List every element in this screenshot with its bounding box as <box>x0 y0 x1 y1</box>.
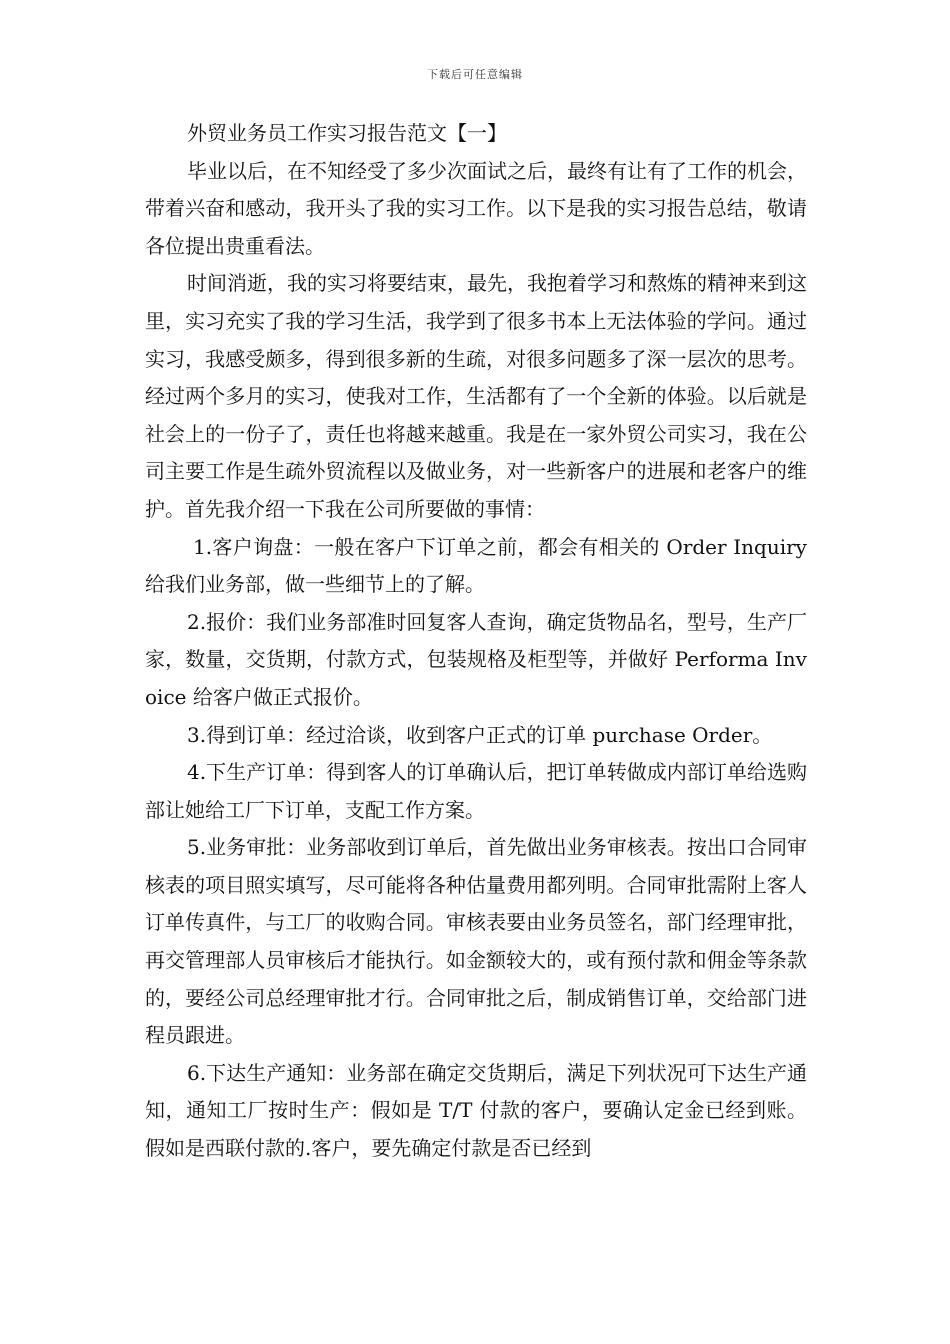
paragraph-overview: 时间消逝，我的实习将要结束，最先，我抱着学习和熬炼的精神来到这里，实习充实了我的学习生活，我学到了很多书本上无法体验的学问。通过实习，我感受颇多，得到很多新的生疏，对很多问题多了深一层次的思考。经过两个多月的实习，使我对工作，生活都有了一个全新的体验。以后就是社会上的一份子了，责任也将越来越重。我是在一家外贸公司实习，我在公司主要工作是生疏外贸流程以及做业务，对一些新客户的进展和老客户的维护。首先我介绍一下我在公司所要做的事情： <box>145 271 807 521</box>
document-body <box>145 115 807 1168</box>
list-item-production-order: 4.下生产订单：得到客人的订单确认后，把订单转做成内部订单给选购部让她给工厂下订单，支配工作方案。 <box>145 760 807 822</box>
document-title: 外贸业务员工作实习报告范文【一】 <box>187 121 507 145</box>
list-item-business-approval: 5.业务审批：业务部收到订单后，首先做出业务审核表。按出口合同审核表的项目照实填写，尽可能将各种估量费用都列明。合同审批需附上客人订单传真件，与工厂的收购合同。审核表要由业务员签名，部门经理审批，再交管理部人员审核后才能执行。如金额较大的，或有预付款和佣金等条款的，要经公司总经理审批才行。合同审批之后，制成销售订单，交给部门进程员跟进。 <box>145 835 807 1048</box>
list-item-quotation: 2.报价：我们业务部准时回复客人查询，确定货物品名，型号，生产厂家，数量，交货期，付款方式，包装规格及柜型等，并做好 Performa Invoice 给客户做正式报价。 <box>145 609 807 709</box>
list-item-get-order: 3.得到订单：经过洽谈，收到客户正式的订单 purchase Order。 <box>187 722 773 747</box>
header-note: 下载后可任意编辑 <box>427 68 523 81</box>
list-item-production-notice: 6.下达生产通知：业务部在确定交货期后，满足下列状况可下达生产通知，通知工厂按时生产：假如是 T/T 付款的客户，要确认定金已经到账。假如是西联付款的.客户，要先确定付款是否已经到 <box>145 1060 807 1161</box>
paragraph-intro: 毕业以后，在不知经受了多少次面试之后，最终有让有了工作的机会，带着兴奋和感动，我开头了我的实习工作。以下是我的实习报告总结，敬请各位提出贵重看法。 <box>145 158 807 258</box>
list-item-customer-inquiry: 1.客户询盘：一般在客户下订单之前，都会有相关的 Order Inquiry 给我们业务部，做一些细节上的了解。 <box>145 534 807 597</box>
